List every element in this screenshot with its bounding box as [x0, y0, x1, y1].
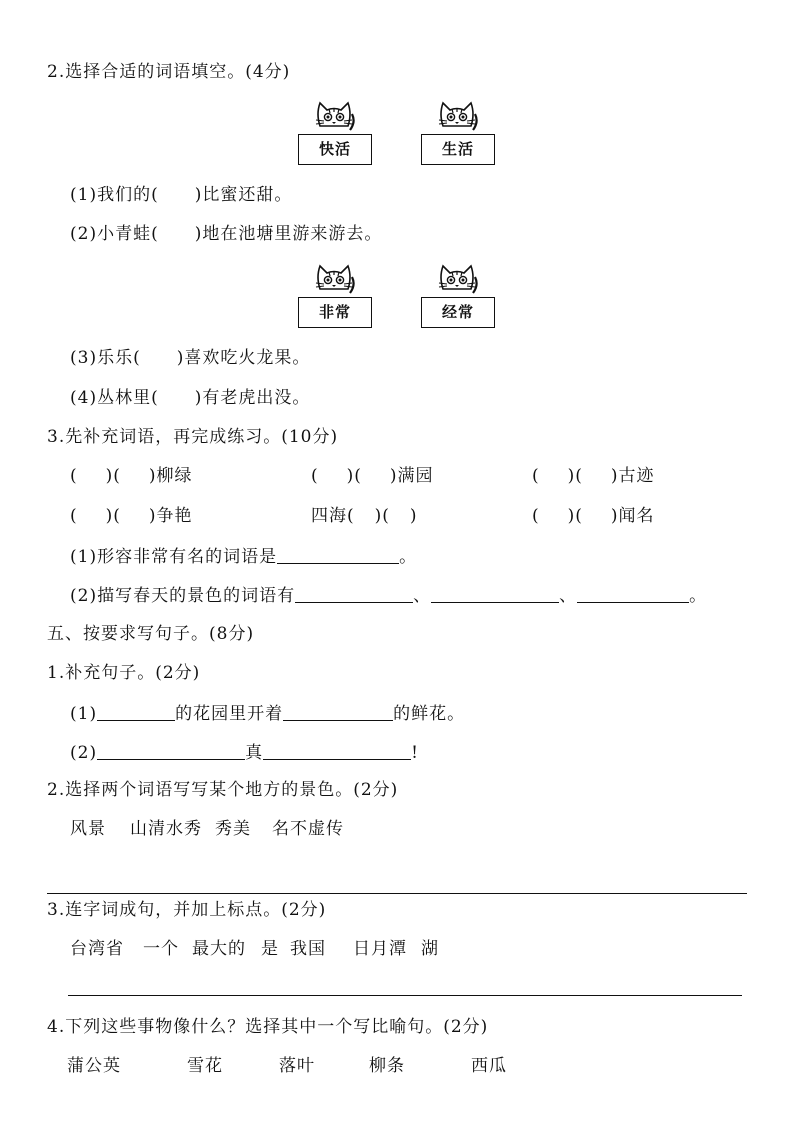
q2-item-2: (2)小青蛙( )地在池塘里游来游去。 [70, 224, 383, 244]
answer-line[interactable] [47, 893, 747, 894]
cat-icon [312, 100, 356, 138]
s5-q2-word-4: 名不虚传 [272, 819, 344, 839]
cat-icon [435, 263, 479, 301]
q2-item-4: (4)丛林里( )有老虎出没。 [70, 388, 311, 408]
s5-q1-title: 1.补充句子。(2分) [47, 663, 201, 683]
word-card-label: 快活 [298, 134, 372, 165]
s5-q3-word-4: 是 [261, 939, 279, 959]
q3-title: 3.先补充词语，再完成练习。(10分) [47, 427, 339, 447]
cat-icon [312, 263, 356, 301]
s5-q3-word-3: 最大的 [192, 939, 246, 959]
s5-q2-title: 2.选择两个词语写写某个地方的景色。(2分) [47, 780, 399, 800]
word-card-feichang [298, 263, 374, 329]
word-card-jingchang [421, 263, 497, 329]
s5-q2-word-1: 风景 [70, 819, 106, 839]
answer-blank[interactable] [97, 741, 245, 760]
answer-blank[interactable] [97, 702, 175, 721]
idiom-blank-5: 四海( )( ) [311, 506, 418, 526]
s5-q4-word-1: 蒲公英 [67, 1056, 121, 1076]
s5-q2-word-2: 山清水秀 [130, 819, 202, 839]
answer-line[interactable] [68, 995, 742, 996]
s5-q3-word-1: 台湾省 [70, 939, 124, 959]
answer-blank[interactable] [283, 702, 393, 721]
s5-q3-word-6: 日月潭 [353, 939, 407, 959]
s5-q3-word-7: 湖 [421, 939, 439, 959]
answer-blank[interactable] [577, 584, 689, 603]
idiom-blank-1: ( )( )柳绿 [70, 466, 193, 486]
idiom-blank-3: ( )( )古迹 [532, 466, 655, 486]
s5-q3-word-2: 一个 [143, 939, 179, 959]
s5-q4-word-5: 西瓜 [471, 1056, 507, 1076]
s5-q3-title: 3.连字词成句，并加上标点。(2分) [47, 900, 327, 920]
q2-item-1: (1)我们的( )比蜜还甜。 [70, 185, 293, 205]
answer-blank[interactable] [431, 584, 559, 603]
idiom-blank-2: ( )( )满园 [311, 466, 434, 486]
answer-blank[interactable] [263, 741, 411, 760]
s5-q4-word-2: 雪花 [187, 1056, 223, 1076]
q3-sub-2: (2)描写春天的景色的词语有 、 、 。 [70, 586, 708, 606]
word-card-label: 非常 [298, 297, 372, 328]
q2-title: 2.选择合适的词语填空。(4分) [47, 62, 291, 82]
word-card-shenghuo [421, 100, 497, 166]
q3-sub-1: (1)形容非常有名的词语是 。 [70, 547, 418, 567]
cat-icon [435, 100, 479, 138]
answer-blank[interactable] [277, 545, 399, 564]
s5-q1-line-1: (1) 的花园里开着 的鲜花。 [70, 704, 466, 724]
s5-q3-word-5: 我国 [290, 939, 326, 959]
word-card-label: 生活 [421, 134, 495, 165]
idiom-blank-6: ( )( )闻名 [532, 506, 655, 526]
s5-q4-word-4: 柳条 [369, 1056, 405, 1076]
s5-q4-word-3: 落叶 [279, 1056, 315, 1076]
s5-q1-line-2: (2) 真 ! [70, 743, 419, 763]
word-card-kuaihuo [298, 100, 374, 166]
word-card-label: 经常 [421, 297, 495, 328]
section-5-title: 五、按要求写句子。(8分) [47, 624, 255, 644]
q2-item-3: (3)乐乐( )喜欢吃火龙果。 [70, 348, 311, 368]
idiom-blank-4: ( )( )争艳 [70, 506, 193, 526]
answer-blank[interactable] [295, 584, 413, 603]
s5-q2-word-3: 秀美 [215, 819, 251, 839]
s5-q4-title: 4.下列这些事物像什么？选择其中一个写比喻句。(2分) [47, 1017, 489, 1037]
